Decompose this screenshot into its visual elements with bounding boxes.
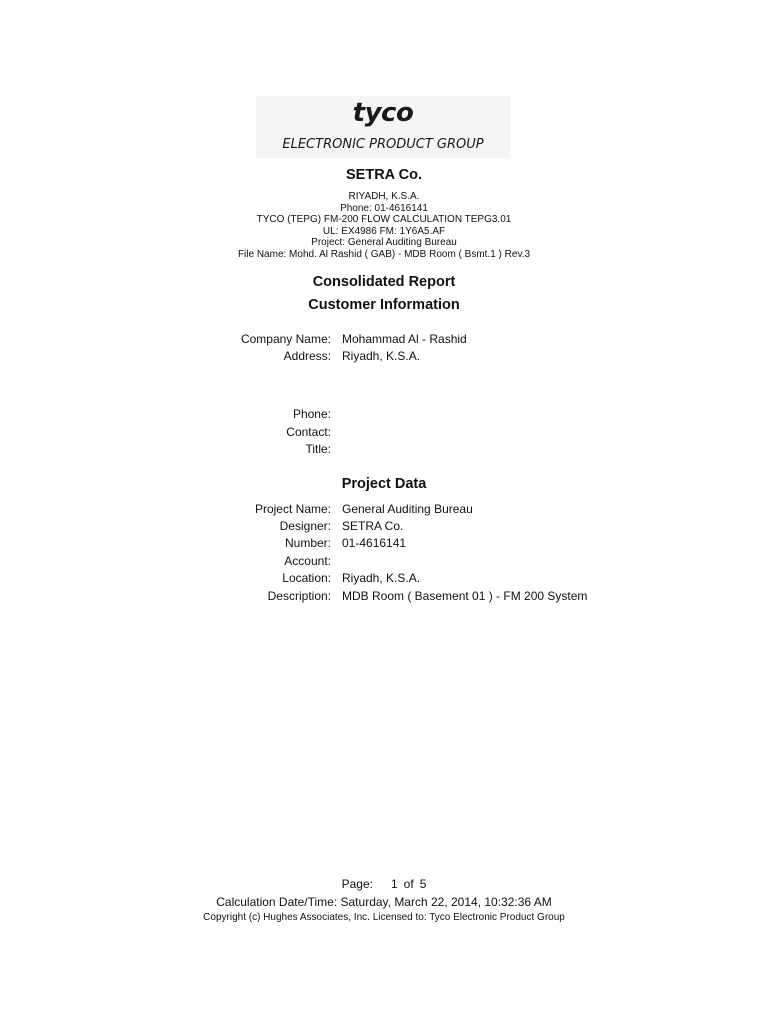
page-of: of	[403, 877, 414, 891]
header-project-line: Project: General Auditing Bureau	[311, 237, 457, 248]
designer-label: Designer:	[279, 519, 331, 533]
copyright-notice: Copyright (c) Hughes Associates, Inc. Licensed to: Tyco Electronic Product Group	[203, 912, 565, 923]
tyco-logo	[256, 96, 510, 158]
description-value: MDB Room ( Basement 01 ) - FM 200 System	[342, 589, 588, 603]
address-value: Riyadh, K.S.A.	[342, 349, 421, 363]
page-indicator	[0, 877, 768, 891]
account-label: Account:	[284, 554, 331, 568]
page-current: 1	[390, 877, 398, 891]
location-label: Location:	[282, 571, 331, 585]
company-name-value: Mohammad Al - Rashid	[342, 332, 467, 346]
description-label: Description:	[267, 589, 331, 603]
contact-label: Contact:	[286, 425, 331, 439]
header-phone-line: Phone: 01-4616141	[340, 202, 428, 214]
page-label: Page:	[341, 877, 373, 891]
calculation-datetime: Calculation Date/Time: Saturday, March 22, 2014, 10:32:36 AM	[216, 895, 552, 909]
address-label: Address:	[283, 349, 331, 363]
page-total: 5	[419, 877, 427, 891]
report-title: Consolidated Report	[312, 274, 456, 290]
header-address-line: RIYADH, K.S.A.	[348, 191, 420, 202]
project-name-label: Project Name:	[254, 502, 331, 516]
phone-label: Phone:	[292, 407, 331, 421]
company-title: SETRA Co.	[346, 167, 422, 183]
designer-value: SETRA Co.	[342, 519, 404, 533]
header-calc-line: TYCO (TEPG) FM-200 FLOW CALCULATION TEPG3.01	[256, 214, 512, 225]
logo-brand-text: tyco	[352, 98, 414, 128]
company-name-label: Company Name:	[240, 332, 331, 346]
customer-info-heading: Customer Information	[308, 297, 460, 313]
logo-subtitle: ELECTRONIC PRODUCT GROUP	[282, 137, 484, 152]
header-filename-line: File Name: Mohd. Al Rashid ( GAB) - MDB Room ( Bsmt.1 ) Rev.3	[237, 248, 531, 260]
number-value: 01-4616141	[342, 536, 407, 550]
title-label: Title:	[305, 442, 331, 456]
location-value: Riyadh, K.S.A.	[342, 571, 421, 585]
number-label: Number:	[284, 536, 331, 550]
project-data-heading: Project Data	[341, 476, 427, 492]
project-name-value: General Auditing Bureau	[342, 502, 473, 516]
header-ul-line: UL: EX4986 FM: 1Y6A5.AF	[322, 225, 446, 237]
